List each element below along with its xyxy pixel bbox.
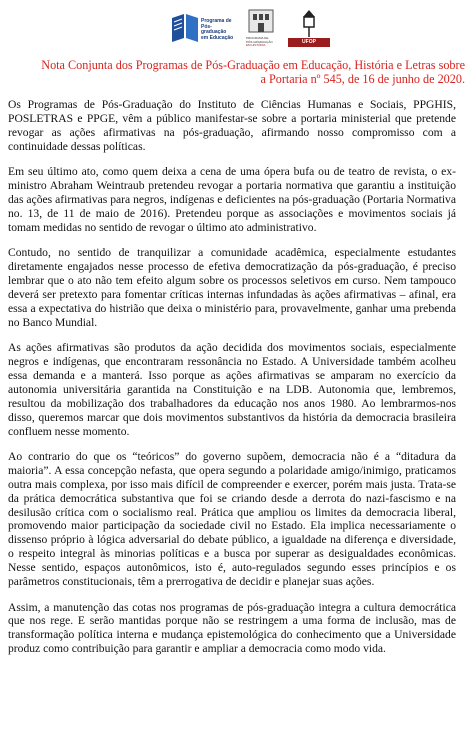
logo-line: Pós-graduação [201,23,227,35]
ufop-logo [288,8,330,48]
document-body [8,98,456,668]
lamp-icon [288,8,330,38]
paragraph: Assim, a manutenção das cotas nos programas de pós-graduação integra a cultura democrática que nos rege. E serão mantidas porque não se restringem a uma forma de inclusão, mas de transformação política interna e mudança epistemológica do conhecimento que a Universidade produz como contribuição para garantir e ampliar a democracia como modo vida. [8,600,456,656]
paragraph: Em seu último ato, como quem deixa a cena de uma ópera bufa ou de teatro de revista, o ex-ministro Abraham Weintraub pretendeu revogar a portaria normativa que garantiu a instituição das ações afirmativas para negros, indígenas e deficientes na pós-graduação (Portaria Normativa no. 13, de 11 de maio de 2016). Pretendeu porque as associações e movimentos sociais já tomam medidas no sentido de revogar o último ato administrativo. [8,165,456,234]
ppg-historia-logo [246,6,276,50]
paragraph: Ao contrario do que os “teóricos” do governo supõem, democracia não é a “ditadura da maioria”. A essa concepção nefasta, que opera segundo a polaridade amigo/inimigo, praticamos outra mais complexa, por isso mais difícil de compreender e exercer, porém mais justa. Trata-se da prática democrática substantiva que foi se criando desde a derrota do nazi-fascismo e na desilusão crítica com o socialismo real. Prática que ampliou os limites da democracia liberal, promovendo maior participação da sociedade civil no Estado. Ela implica necessariamente o dissenso próprio à lógica adversarial do debate público, a igualdade na diferença e diversidade, o respeito integral às minorias políticas e a busca por superar as desigualdades econômicas. Nesse sentido, espaços autonômicos, isto é, auto-regulados segundo esses princípios e os parâmetros constitucionais, têm a prerrogativa de decidir e planejar suas ações. [8,449,456,589]
ufop-label: UFOP [288,38,330,47]
logo-line: EM HISTÓRIA [246,43,266,48]
logo-line: PROGRAMA DE [246,36,269,40]
header-logos [0,6,469,50]
paragraph: Contudo, no sentido de tranquilizar a comunidade acadêmica, especialmente estudantes diretamente engajados nesse processo de efetiva democratização da pós-graduação, é preciso lembrar que o ato não tem efeito algum sobre os processos seletivos em curso. Nem tampouco deverá ser pretexto para fomentar críticas internas infundadas às ações afirmativas – afinal, era essa a expectativa do histrião que deixa o ministério para, provavelmente, ganhar uma prebenda no Banco Mundial. [8,246,456,329]
paragraph: As ações afirmativas são produtos da ação decidida dos movimentos sociais, especialmente negros e indígenas, que encontraram ressonância no Estado. A Universidade também acolheu essa demanda e a manterá. Isso porque as ações afirmativas se amparam no exercício da autonomia universitária garantida na Constituição e na LDB. Autonomia que, lembremos, resultou da mobilização dos trabalhadores da educação nos anos 1980. Ao lembrarmos-nos disso, queremos marcar que dois movimentos substantivos da história da democracia brasileira confluem nesse momento. [8,341,456,438]
building-icon [246,6,276,36]
ppg-educacao-logo [170,10,236,44]
page-title [0,58,465,86]
title-line-2: a Portaria nº 545, de 16 de junho de 2020. [260,72,465,87]
book-icon [170,10,200,44]
logo-line: Programa de [201,18,232,24]
title-line-1: Nota Conjunta dos Programas de Pós-Graduação em Educação, História e Letras sobre [41,58,465,72]
logo-line: em Educação [201,34,234,41]
logo-line: PÓS-GRADUAÇÃO [246,39,273,44]
paragraph: Os Programas de Pós-Graduação do Instituto de Ciências Humanas e Sociais, PPGHIS, POSLETRAS e PPGE, vêm a público manifestar-se sobre a portaria ministerial que pretende revogar as ações afirmativas na pós-graduação, afirmando nosso compromisso com a continuidade dessas políticas. [8,98,456,153]
